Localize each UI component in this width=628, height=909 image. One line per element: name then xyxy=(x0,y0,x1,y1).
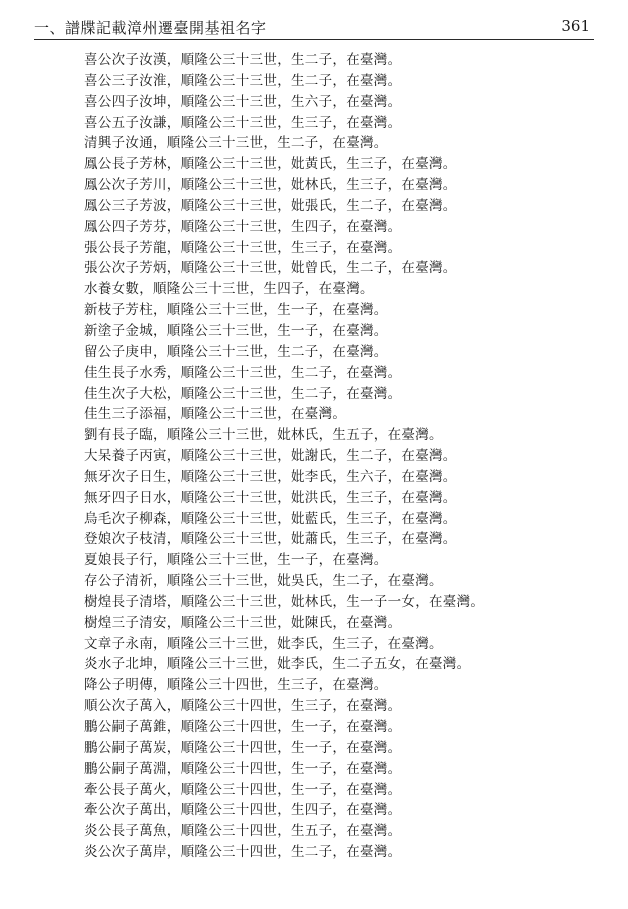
genealogy-entry: 鵬公嗣子萬淵，順隆公三十四世，生一子，在臺灣。 xyxy=(84,760,402,777)
genealogy-entry: 無牙次子日生，順隆公三十三世，妣李氏，生六子，在臺灣。 xyxy=(84,468,457,485)
genealogy-entry: 佳生三子添福，順隆公三十三世，在臺灣。 xyxy=(84,406,347,423)
genealogy-entry: 清興子汝通，順隆公三十三世，生二子，在臺灣。 xyxy=(84,135,388,152)
genealogy-entry: 鳳公四子芳芬，順隆公三十三世，生四子，在臺灣。 xyxy=(84,218,402,235)
genealogy-entry: 登娘次子枝清，順隆公三十三世，妣蕭氏，生三子，在臺灣。 xyxy=(84,531,457,548)
genealogy-entry: 喜公四子汝坤，順隆公三十三世，生六子，在臺灣。 xyxy=(84,93,402,110)
genealogy-entry: 樹煌長子清塔，順隆公三十三世，妣林氏，生一子一女，在臺灣。 xyxy=(84,593,485,610)
genealogy-entry: 鳳公三子芳波，順隆公三十三世，妣張氏，生二子，在臺灣。 xyxy=(84,197,457,214)
genealogy-entry: 佳生次子大松，順隆公三十三世，生二子，在臺灣。 xyxy=(84,385,402,402)
genealogy-entry: 炎公長子萬魚，順隆公三十四世，生五子，在臺灣。 xyxy=(84,823,402,840)
genealogy-entry: 佳生長子水秀，順隆公三十三世，生二子，在臺灣。 xyxy=(84,364,402,381)
page-header xyxy=(34,14,594,40)
genealogy-entry: 夏娘長子行，順隆公三十三世，生一子，在臺灣。 xyxy=(84,552,388,569)
genealogy-entry: 鳳公次子芳川，順隆公三十三世，妣林氏，生三子，在臺灣。 xyxy=(84,177,457,194)
genealogy-entry: 存公子清祈，順隆公三十三世，妣吳氏，生二子，在臺灣。 xyxy=(84,573,443,590)
genealogy-entry-list xyxy=(84,50,584,863)
genealogy-entry: 鵬公嗣子萬炭，順隆公三十四世，生一子，在臺灣。 xyxy=(84,739,402,756)
page-number: 361 xyxy=(561,17,590,35)
genealogy-entry: 無牙四子日水，順隆公三十三世，妣洪氏，生三子，在臺灣。 xyxy=(84,489,457,506)
genealogy-entry: 水養女數，順隆公三十三世，生四子，在臺灣。 xyxy=(84,281,374,298)
genealogy-entry: 新塗子金城，順隆公三十三世，生一子，在臺灣。 xyxy=(84,322,388,339)
genealogy-entry: 牽公次子萬出，順隆公三十四世，生四子，在臺灣。 xyxy=(84,802,402,819)
genealogy-entry: 留公子庚申，順隆公三十三世，生二子，在臺灣。 xyxy=(84,343,388,360)
genealogy-entry: 張公長子芳龍，順隆公三十三世，生三子，在臺灣。 xyxy=(84,239,402,256)
genealogy-entry: 喜公五子汝謙，順隆公三十三世，生三子，在臺灣。 xyxy=(84,114,402,131)
genealogy-entry: 鵬公嗣子萬錐，順隆公三十四世，生一子，在臺灣。 xyxy=(84,719,402,735)
genealogy-entry: 炎水子北坤，順隆公三十三世，妣李氏，生二子五女，在臺灣。 xyxy=(84,656,471,673)
genealogy-entry: 烏毛次子柳森，順隆公三十三世，妣藍氏，生三子，在臺灣。 xyxy=(84,510,457,527)
genealogy-entry: 新枝子芳柱，順隆公三十三世，生一子，在臺灣。 xyxy=(84,302,388,319)
running-title: 一、譜牒記載漳州遷臺開基祖名字 xyxy=(34,19,267,37)
genealogy-entry: 大呆養子丙寅，順隆公三十三世，妣謝氏，生二子，在臺灣。 xyxy=(84,448,457,465)
genealogy-entry: 順公次子萬入，順隆公三十四世，生三子，在臺灣。 xyxy=(84,698,402,715)
header-rule xyxy=(34,39,594,40)
genealogy-entry: 牽公長子萬火，順隆公三十四世，生一子，在臺灣。 xyxy=(84,781,402,798)
genealogy-entry: 劉有長子臨，順隆公三十三世，妣林氏，生五子，在臺灣。 xyxy=(84,427,443,444)
genealogy-entry: 炎公次子萬岸，順隆公三十四世，生二子，在臺灣。 xyxy=(84,844,402,861)
genealogy-entry: 文章子永南，順隆公三十三世，妣李氏，生三子，在臺灣。 xyxy=(84,635,443,652)
genealogy-entry: 降公子明傳，順隆公三十四世，生三子，在臺灣。 xyxy=(84,677,388,694)
genealogy-entry: 張公次子芳炳，順隆公三十三世，妣曾氏，生二子，在臺灣。 xyxy=(84,260,457,277)
genealogy-entry: 喜公次子汝漢，順隆公三十三世，生二子，在臺灣。 xyxy=(84,52,402,68)
genealogy-entry: 鳳公長子芳林，順隆公三十三世，妣黃氏，生三子，在臺灣。 xyxy=(84,156,457,173)
genealogy-entry: 喜公三子汝淮，順隆公三十三世，生二子，在臺灣。 xyxy=(84,72,402,89)
genealogy-entry: 樹煌三子清安，順隆公三十三世，妣陳氏，在臺灣。 xyxy=(84,614,402,631)
